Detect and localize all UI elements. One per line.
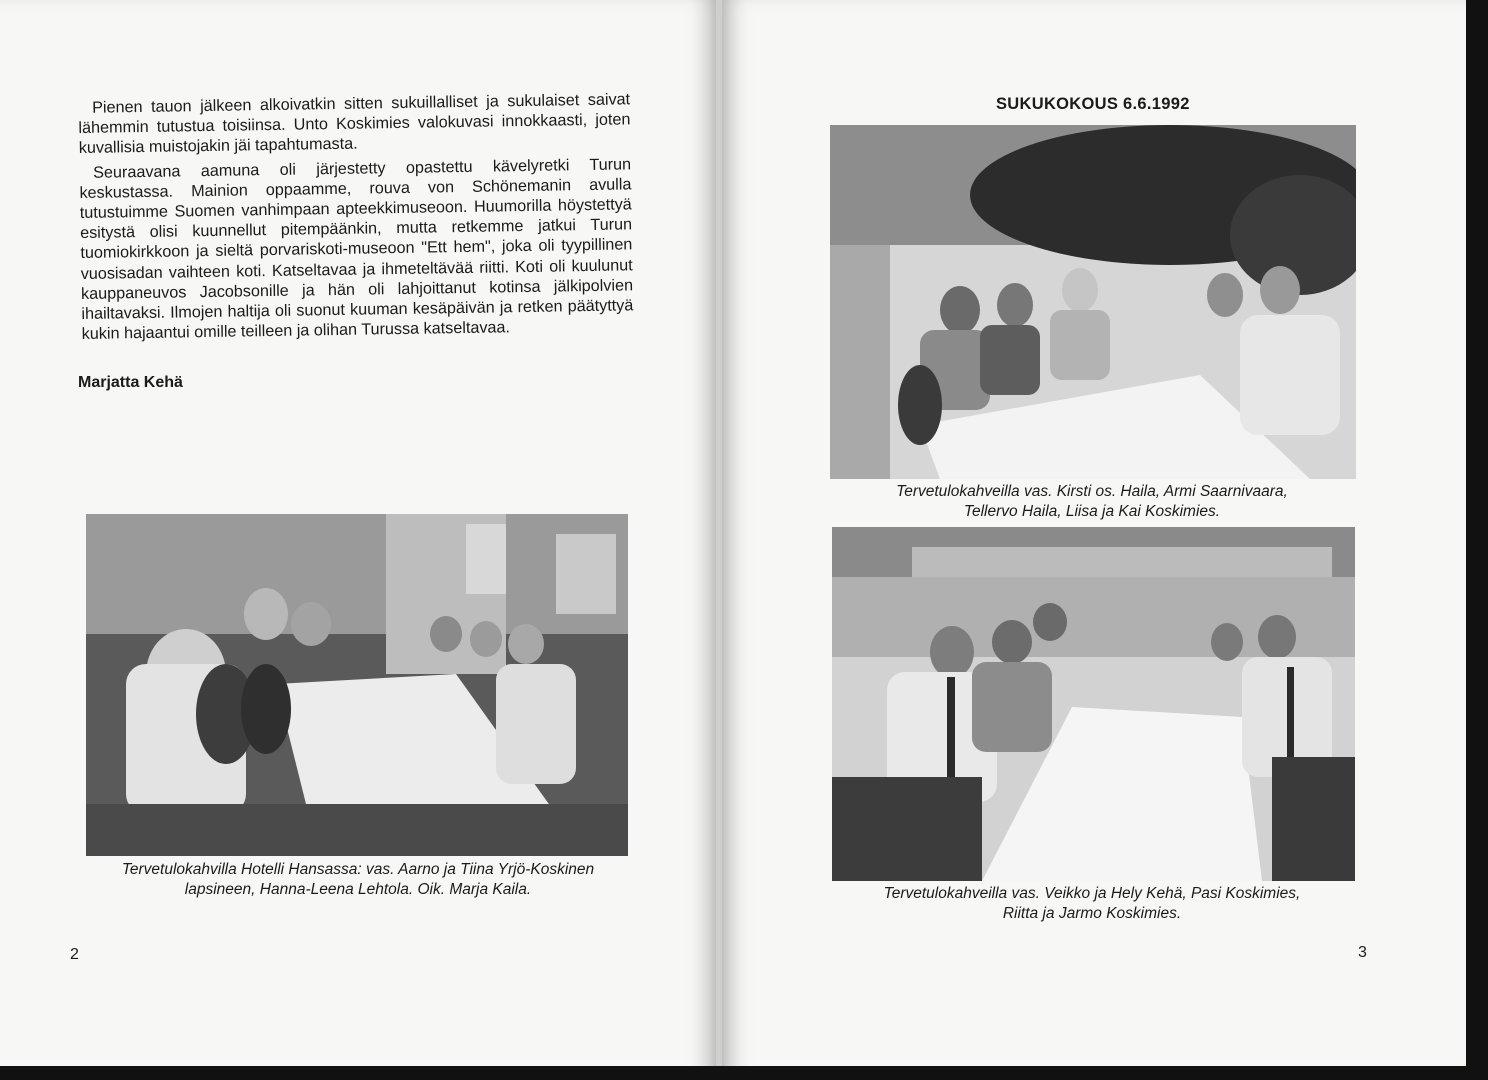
photo1-caption [822,482,1362,522]
caption-photo1-line1: Tervetulokahveilla vas. Kirsti os. Haila, Armi Saarnivaara, [896,483,1288,500]
scan-edge-right [1466,0,1488,1080]
caption-photo1-line2: Tellervo Haila, Liisa ja Kai Koskimies. [963,503,1221,520]
caption-photo2-line1: Tervetulokahveilla vas. Veikko ja Hely Kehä, Pasi Koskimies, [883,885,1301,902]
article-body [78,89,634,348]
paragraph-1: Pienen tauon jälkeen alkoivatkin sitten sukuillalliset ja sukulaiset saivat lähemmin tutustua toisiinsa. Unto Koskimies valokuvasi innokkaasti, joten kuvallisia muistojakin jäi tapahtumasta. [78,90,631,158]
scan-edge-bottom [0,1066,1488,1080]
page-title: SUKUKOKOUS 6.6.1992 [996,95,1190,113]
author-name: Marjatta Kehä [78,374,183,391]
right-page [722,0,1466,1080]
page-number-right: 3 [1358,944,1367,961]
photo-hotel-hansa [86,514,628,856]
caption-photo2-line2: Riitta ja Jarmo Koskimies. [1002,905,1182,922]
caption-left-line2: lapsineen, Hanna-Leena Lehtola. Oik. Marja Kaila. [184,881,532,898]
photo-welcome-coffee-2 [832,527,1355,881]
page-number-left: 2 [70,946,79,963]
photo-caption-left [78,860,638,900]
caption-left-line1: Tervetulokahvilla Hotelli Hansassa: vas. Aarno ja Tiina Yrjö-Koskinen [121,861,595,878]
paragraph-2: Seuraavana aamuna oli järjestetty opastettu kävelyretki Turun keskustassa. Mainion oppaamme, rouva von Schönemanin avulla tutustuimme Suomen vanhimpaan apteekkimuseoon. Huumorilla höystettyä esitystä olisi kuunnellut pitempäänkin, mutta retkemme jatkui Turun tuomiokirkkoon ja sieltä porvariskoti-museoon "Ett hem", joka oli tyypillinen vuosisadan vaihteen koti. Katseltavaa ja ihmeteltävää riitti. Koti oli kuulunut kauppaneuvos Jacobsonille ja hän oli lahjoittanut kotinsa jälkipolvien ihailtavaksi. Ilmojen haltija oli suonut kuuman kesäpäivän ja retken päätyttyä kukin hajaantui omille teilleen ja olihan Turussa katseltavaa. [79,154,634,344]
left-page [0,0,716,1080]
photo2-caption [822,884,1362,924]
photo-welcome-coffee-1 [830,125,1356,479]
